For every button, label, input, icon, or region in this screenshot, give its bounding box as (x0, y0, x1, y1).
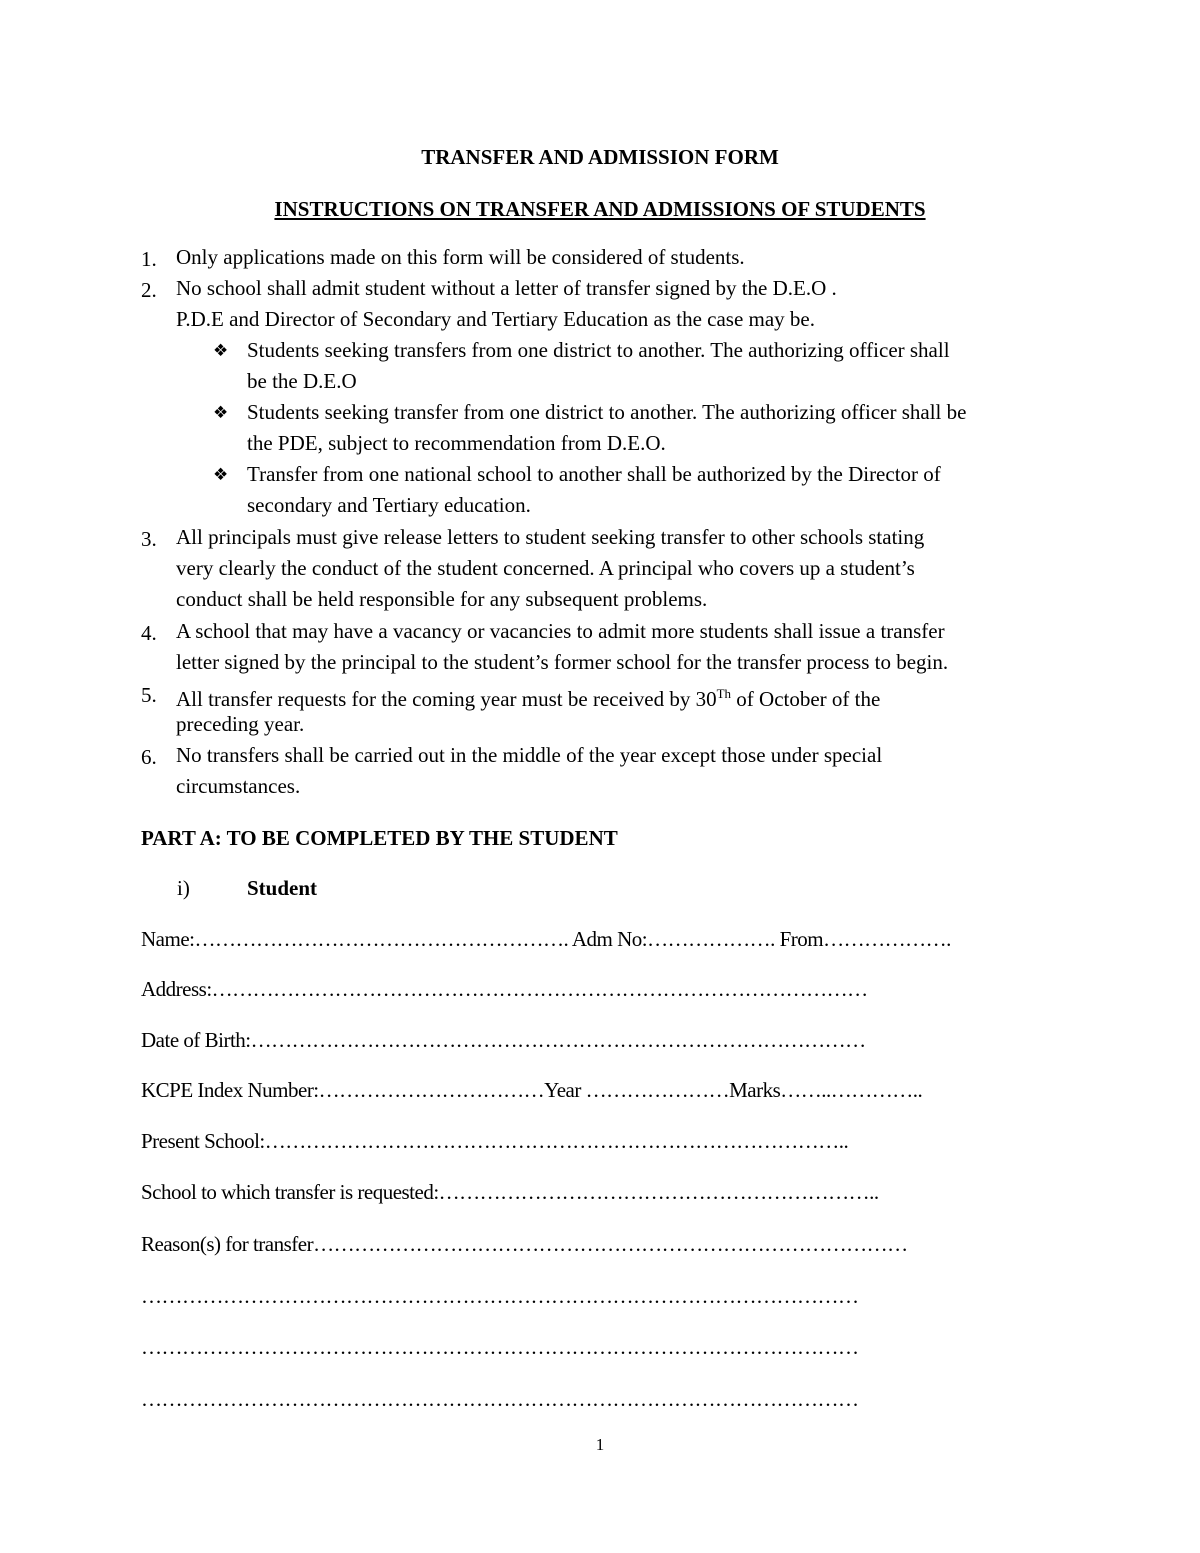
adm-no-label: Adm No: (571, 927, 648, 951)
bullet-text: Students seeking transfer from one district to another. The authorizing officer shall be (247, 400, 967, 424)
instruction-text: No school shall admit student without a letter of transfer signed by the D.E.O . (176, 276, 837, 300)
from-input[interactable]: ………………. (823, 927, 951, 951)
name-label: Name: (141, 927, 195, 951)
year-label: Year (544, 1078, 586, 1102)
transfer-school-label: School to which transfer is requested: (141, 1180, 439, 1204)
instruction-text: very clearly the conduct of the student concerned. A principal who covers up a student’s (176, 556, 915, 580)
dob-label: Date of Birth: (141, 1028, 251, 1052)
transfer-school-input[interactable]: ……………………………………………………….. (438, 1180, 879, 1204)
present-school-field-row[interactable] (141, 1129, 848, 1154)
section-number: i) (177, 876, 190, 900)
reason-field-row[interactable] (141, 1232, 908, 1257)
instruction-number: 4. (141, 621, 157, 645)
instruction-text: Only applications made on this form will be considered of students. (176, 245, 745, 269)
dob-input[interactable]: ……………………………………………………………………………… (250, 1028, 866, 1052)
instruction-number: 6. (141, 745, 157, 769)
bullet-text: secondary and Tertiary education. (247, 493, 531, 517)
instruction-number: 3. (141, 527, 157, 551)
from-label: From (779, 927, 824, 951)
year-input[interactable]: ………………… (585, 1078, 730, 1102)
form-title: TRANSFER AND ADMISSION FORM (421, 145, 779, 169)
instruction-text-part: of October of the (731, 687, 881, 711)
present-school-label: Present School: (141, 1129, 265, 1153)
name-input[interactable]: ………………………………………………. (194, 927, 572, 951)
instruction-text: No transfers shall be carried out in the middle of the year except those under special (176, 743, 883, 767)
dob-field-row[interactable] (141, 1028, 866, 1053)
instruction-number: 2. (141, 278, 157, 302)
reason-blank-line-1[interactable]: …………………………………………………………………………………………… (141, 1284, 859, 1308)
address-label: Address: (141, 977, 212, 1001)
instruction-text: P.D.E and Director of Secondary and Tertiary Education as the case may be. (176, 307, 816, 331)
instruction-number: 5. (141, 683, 157, 707)
instruction-text-part: All transfer requests for the coming year must be received by 30 (176, 687, 717, 711)
kcpe-index-label: KCPE Index Number: (141, 1078, 319, 1102)
instruction-text: A school that may have a vacancy or vacancies to admit more students shall issue a transfer (176, 619, 945, 643)
kcpe-field-row[interactable] (141, 1078, 922, 1103)
superscript: Th (716, 686, 732, 701)
bullet-text: Students seeking transfers from one district to another. The authorizing officer shall (247, 338, 950, 362)
instruction-number: 1. (141, 247, 157, 271)
reason-input[interactable]: …………………………………………………………………………… (313, 1232, 908, 1256)
diamond-bullet-icon: ❖ (213, 403, 229, 423)
reason-blank-line-2[interactable]: …………………………………………………………………………………………… (141, 1335, 859, 1359)
present-school-input[interactable]: ………………………………………………………………………….. (264, 1129, 849, 1153)
instruction-text: conduct shall be held responsible for any subsequent problems. (176, 587, 708, 611)
bullet-text: Transfer from one national school to another shall be authorized by the Director of (247, 462, 941, 486)
instruction-text: letter signed by the principal to the student’s former school for the transfer process to begin. (176, 650, 949, 674)
page-number: 1 (595, 1435, 605, 1454)
bullet-text: the PDE, subject to recommendation from D.E.O. (247, 431, 666, 455)
marks-input[interactable]: ……..………….. (780, 1078, 923, 1102)
marks-label: Marks (729, 1078, 781, 1102)
transfer-school-field-row[interactable] (141, 1180, 879, 1205)
address-field-row[interactable] (141, 977, 868, 1002)
reason-label: Reason(s) for transfer (141, 1232, 314, 1256)
bullet-text: be the D.E.O (247, 369, 357, 393)
instruction-text: All principals must give release letters to student seeking transfer to other schools stating (176, 525, 925, 549)
section-title: Student (247, 876, 318, 900)
adm-no-input[interactable]: ………………. (647, 927, 780, 951)
instructions-heading: INSTRUCTIONS ON TRANSFER AND ADMISSIONS OF STUDENTS (274, 197, 926, 221)
kcpe-index-input[interactable]: …………………………… (318, 1078, 545, 1102)
part-a-heading: PART A: TO BE COMPLETED BY THE STUDENT (141, 826, 618, 850)
instruction-text: preceding year. (176, 712, 305, 736)
diamond-bullet-icon: ❖ (213, 465, 229, 485)
instruction-text: circumstances. (176, 774, 301, 798)
reason-blank-line-3[interactable]: …………………………………………………………………………………………… (141, 1387, 859, 1411)
address-input[interactable]: …………………………………………………………………………………… (211, 977, 868, 1001)
diamond-bullet-icon: ❖ (213, 341, 229, 361)
name-field-row[interactable] (141, 927, 951, 952)
